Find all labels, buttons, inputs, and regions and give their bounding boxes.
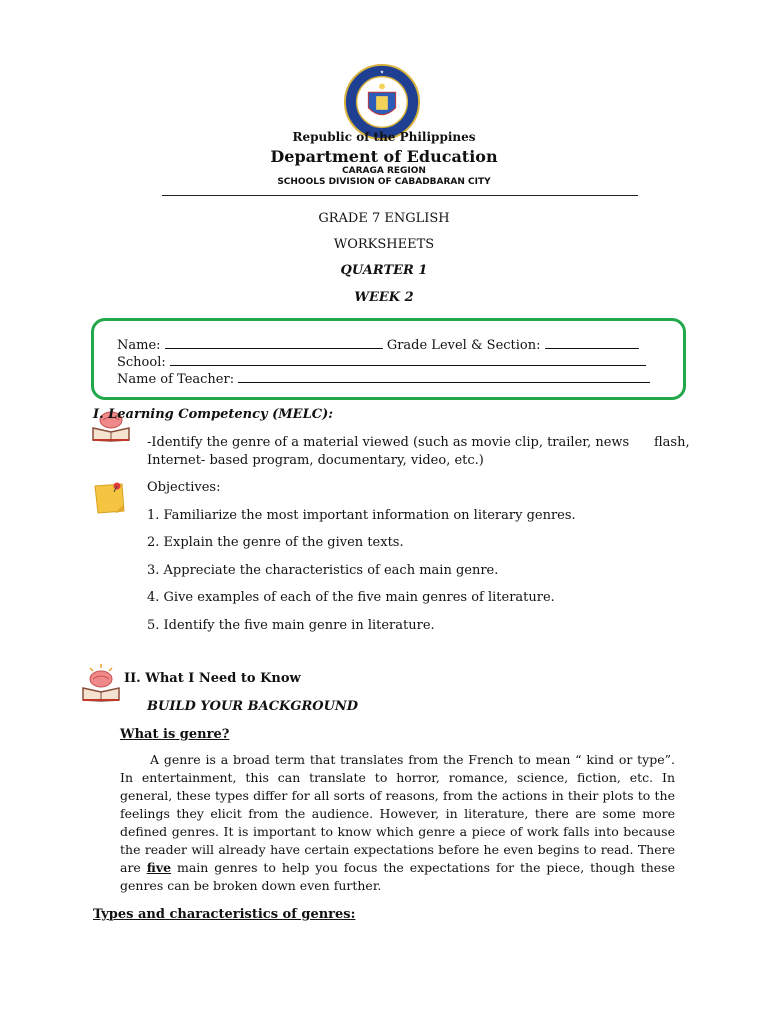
types-heading: Types and characteristics of genres:: [93, 907, 356, 922]
grade-title: GRADE 7 ENGLISH: [318, 211, 450, 226]
teacher-label: Name of Teacher:: [117, 372, 235, 387]
objective-item: 3. Appreciate the characteristics of each main genre.: [147, 563, 499, 578]
objectives-label: Objectives:: [147, 480, 221, 495]
section2-subheading: BUILD YOUR BACKGROUND: [147, 699, 359, 714]
section2-heading: II. What I Need to Know: [124, 671, 301, 686]
week-title: WEEK 2: [354, 290, 414, 305]
teacher-row: [117, 369, 650, 387]
objective-item: 4. Give examples of each of the five main genres of literature.: [147, 590, 555, 605]
grade-section-blank[interactable]: [545, 335, 639, 349]
quarter-title: QUARTER 1: [340, 263, 428, 278]
name-row: [117, 335, 639, 353]
genre-question: What is genre?: [120, 727, 230, 742]
section1-heading: I. Learning Competency (MELC):: [93, 407, 334, 422]
competency-line-2: Internet- based program, documentary, video, etc.): [147, 453, 484, 468]
name-blank[interactable]: [165, 335, 383, 349]
grade-section-label: Grade Level & Section:: [386, 338, 541, 353]
republic-line: Republic of the Philippines: [292, 130, 476, 144]
sticky-note-icon: [92, 480, 128, 516]
header-divider: [162, 195, 638, 196]
objective-item: 1. Familiarize the most important information on literary genres.: [147, 508, 576, 523]
objective-item: 2. Explain the genre of the given texts.: [147, 535, 404, 550]
department-line: Department of Education: [270, 147, 498, 166]
genre-paragraph: [120, 751, 675, 895]
paragraph-emphasis: five: [146, 860, 172, 875]
teacher-blank[interactable]: [238, 369, 650, 383]
book-brain-idea-icon: [80, 662, 122, 702]
region-line: CARAGA REGION: [342, 166, 426, 176]
school-row: [117, 352, 646, 370]
paragraph-part-1: A genre is a broad term that translates from the French to mean “ kind or type”. In entertainment, this can translate to horror, romance, science, fiction, etc. In general, these types differ for all sorts of reasons, from the actions in their plots to the feelings they elicit from the audience. However, in literature, there are some more defined genres. It is important to know which genre a piece of work falls into because the reader will already have certain expectations before he even begins to read. There are: [120, 752, 675, 875]
objective-item: 5. Identify the five main genre in literature.: [147, 618, 435, 633]
svg-text:★: ★: [379, 69, 385, 76]
school-label: School:: [117, 355, 166, 370]
competency-line-1: -Identify the genre of a material viewed (such as movie clip, trailer, news flash,: [147, 435, 690, 450]
division-line: SCHOOLS DIVISION OF CABADBARAN CITY: [277, 177, 491, 187]
worksheets-title: WORKSHEETS: [333, 237, 435, 252]
paragraph-part-2: main genres to help you focus the expectations for the piece, though these genres can be broken down even further.: [120, 860, 675, 893]
school-blank[interactable]: [170, 352, 646, 366]
name-label: Name:: [117, 338, 161, 353]
